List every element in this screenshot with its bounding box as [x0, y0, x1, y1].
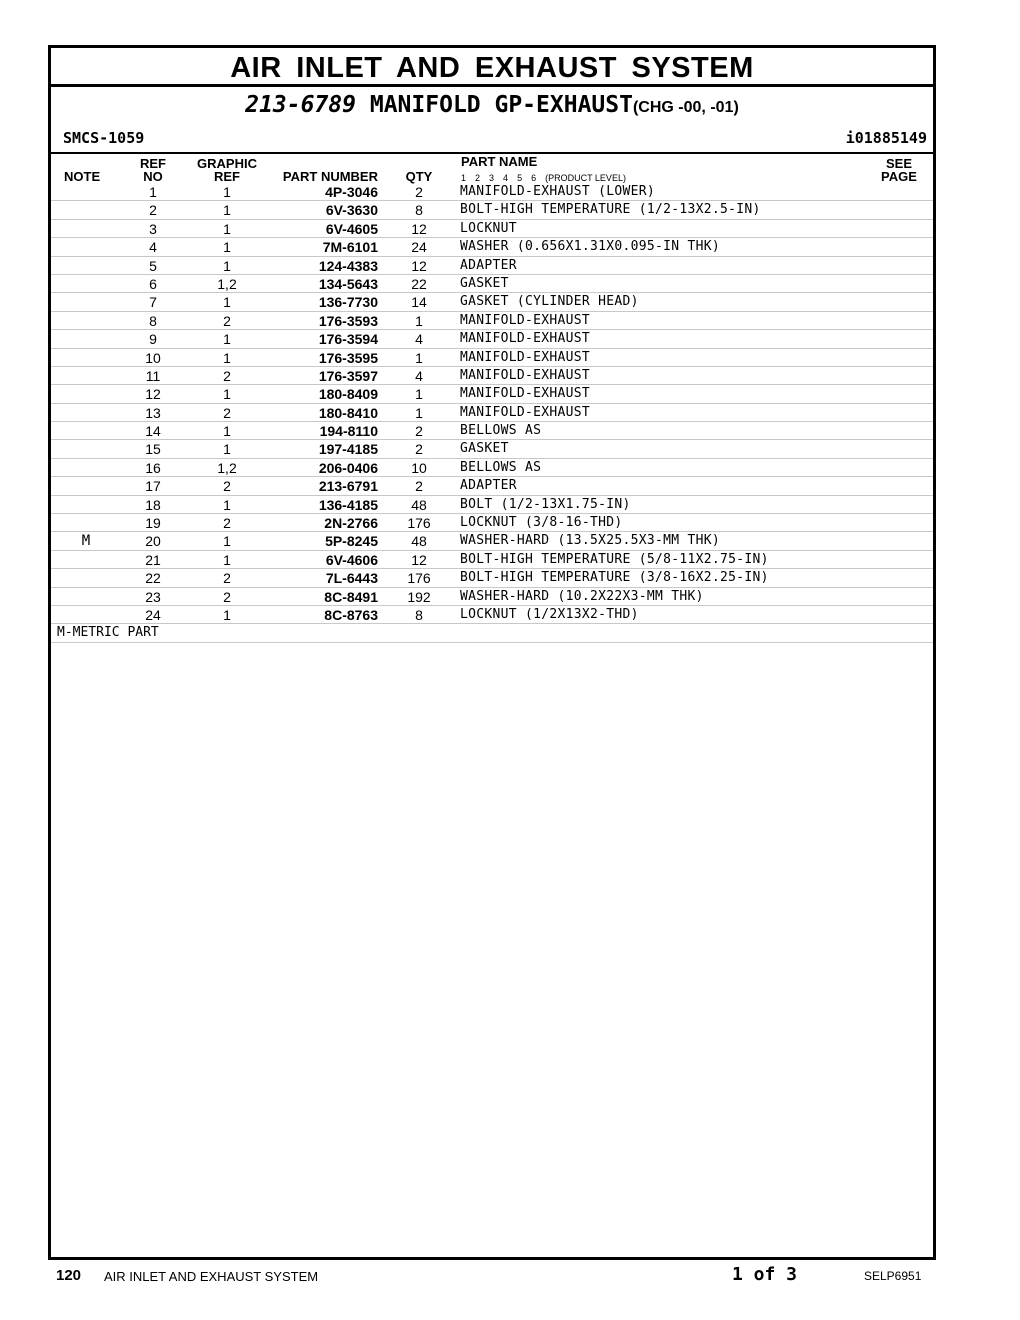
table-row — [51, 440, 933, 458]
graphic-ref-cell: 1 — [223, 220, 231, 237]
illustration-id: i01885149 — [845, 129, 927, 147]
group-description: MANIFOLD GP-EXHAUST — [369, 92, 633, 118]
product-level-5: 5 — [517, 173, 523, 183]
table-row — [51, 606, 933, 624]
parts-table — [51, 183, 933, 643]
graphic-ref-cell: 2 — [223, 588, 231, 605]
part-number-cell: 5P-8245 — [325, 533, 378, 550]
part-name-cell: MANIFOLD-EXHAUST — [460, 404, 591, 420]
part-number-cell: 6V-4605 — [325, 220, 378, 237]
table-row — [51, 330, 933, 348]
table-row — [51, 220, 933, 238]
col-ref-header-bottom: NO — [143, 169, 163, 184]
graphic-ref-cell: 1 — [223, 239, 231, 256]
table-row — [51, 183, 933, 201]
table-row — [51, 349, 933, 367]
qty-cell: 2 — [415, 184, 423, 200]
ref-no-cell: 1 — [149, 184, 157, 200]
qty-cell: 10 — [411, 459, 427, 476]
part-number-cell: 180-8409 — [318, 386, 378, 403]
metric-footnote: M-METRIC PART — [57, 625, 159, 641]
graphic-ref-cell: 1 — [223, 331, 231, 348]
product-level-2: 2 — [475, 173, 481, 183]
graphic-ref-cell: 1 — [223, 496, 231, 513]
qty-cell: 2 — [415, 478, 423, 495]
footer-document-id: SELP6951 — [864, 1269, 922, 1283]
part-name-cell: BELLOWS AS — [460, 459, 542, 475]
table-row — [51, 459, 933, 477]
graphic-ref-cell: 1 — [223, 349, 231, 366]
graphic-ref-cell: 2 — [223, 312, 231, 329]
ref-no-cell: 12 — [145, 386, 161, 403]
graphic-ref-cell: 1 — [223, 257, 231, 274]
table-row — [51, 551, 933, 569]
part-name-cell: BOLT-HIGH TEMPERATURE (1/2-13X2.5-IN) — [460, 202, 761, 218]
qty-cell: 176 — [407, 570, 431, 587]
ref-no-cell: 3 — [149, 220, 157, 237]
table-row — [51, 257, 933, 275]
part-number-cell: 180-8410 — [318, 404, 378, 421]
change-level: (CHG -00, -01) — [632, 99, 739, 116]
qty-cell: 1 — [415, 386, 423, 403]
col-ref-header-top: REF — [140, 156, 166, 171]
smcs-code: SMCS-1059 — [63, 129, 145, 147]
part-name-cell: BELLOWS AS — [460, 423, 542, 439]
ref-no-cell: 22 — [145, 570, 161, 587]
part-number-cell: 206-0406 — [318, 459, 378, 476]
graphic-ref-cell: 1 — [223, 423, 231, 440]
graphic-ref-cell: 1 — [223, 184, 231, 200]
col-see-header-bottom: PAGE — [881, 169, 917, 184]
ref-no-cell: 7 — [149, 294, 157, 311]
part-number-cell: 6V-4606 — [325, 551, 378, 568]
ref-no-cell: 10 — [145, 349, 161, 366]
product-level-3: 3 — [489, 173, 495, 183]
part-number-cell: 134-5643 — [318, 275, 378, 292]
part-number-cell: 213-6791 — [318, 478, 378, 495]
part-number-cell: 176-3595 — [318, 349, 378, 366]
graphic-ref-cell: 2 — [223, 515, 231, 532]
product-level-1: 1 — [461, 173, 467, 183]
qty-cell: 24 — [411, 239, 427, 256]
qty-cell: 12 — [411, 257, 427, 274]
part-number-cell: 194-8110 — [319, 423, 378, 440]
qty-cell: 12 — [411, 551, 427, 568]
part-name-cell: ADAPTER — [460, 257, 517, 273]
footnote-row — [51, 624, 933, 642]
part-number-cell: 176-3594 — [318, 331, 378, 348]
qty-cell: 8 — [415, 606, 423, 623]
table-row — [51, 588, 933, 606]
graphic-ref-cell: 1 — [223, 294, 231, 311]
footer-page-count: 1 of 3 — [732, 1264, 798, 1285]
col-graphic-header-bottom: REF — [214, 169, 240, 184]
part-number-cell: 176-3597 — [318, 367, 378, 384]
graphic-ref-cell: 1,2 — [217, 459, 237, 476]
product-level-scale — [461, 173, 635, 183]
part-name-cell: BOLT-HIGH TEMPERATURE (3/8-16X2.25-IN) — [460, 570, 769, 586]
table-row — [51, 238, 933, 256]
qty-cell: 48 — [411, 496, 427, 513]
parts-page-frame — [48, 45, 936, 1260]
table-row — [51, 404, 933, 422]
product-level-6: 6 — [531, 173, 537, 183]
product-level-4: 4 — [503, 173, 509, 183]
col-graphic-header-top: GRAPHIC — [197, 156, 257, 171]
ref-no-cell: 20 — [145, 533, 161, 550]
table-row — [51, 293, 933, 311]
part-number-cell: 7M-6101 — [322, 239, 378, 256]
ref-no-cell: 14 — [145, 423, 161, 440]
qty-cell: 1 — [415, 349, 423, 366]
graphic-ref-cell: 2 — [223, 367, 231, 384]
part-number-cell: 176-3593 — [318, 312, 378, 329]
part-name-cell: MANIFOLD-EXHAUST — [460, 312, 591, 328]
part-name-cell: MANIFOLD-EXHAUST (LOWER) — [460, 184, 656, 199]
part-number-cell: 124-4383 — [318, 257, 378, 274]
ref-no-cell: 16 — [145, 459, 161, 476]
graphic-ref-cell: 2 — [223, 478, 231, 495]
col-part-number-header: PART NUMBER — [282, 169, 378, 184]
ref-no-cell: 5 — [149, 257, 157, 274]
part-number-cell: 6V-3630 — [325, 202, 378, 219]
group-part-number: 213-6789 — [245, 92, 356, 118]
ref-no-cell: 9 — [149, 331, 157, 348]
qty-cell: 1 — [415, 404, 423, 421]
qty-cell: 22 — [411, 275, 427, 292]
part-number-cell: 8C-8763 — [324, 606, 378, 623]
qty-cell: 2 — [415, 423, 423, 440]
qty-cell: 4 — [415, 367, 423, 384]
part-number-cell: 197-4185 — [318, 441, 378, 458]
col-qty-header: QTY — [405, 169, 433, 184]
part-name-cell: MANIFOLD-EXHAUST — [460, 331, 591, 347]
product-level-label: (PRODUCT LEVEL) — [545, 173, 626, 183]
graphic-ref-cell: 1,2 — [217, 275, 237, 292]
note-cell: M — [81, 533, 91, 550]
qty-cell: 176 — [407, 515, 431, 532]
table-row — [51, 514, 933, 532]
part-name-cell: BOLT (1/2-13X1.75-IN) — [460, 496, 631, 512]
part-name-cell: BOLT-HIGH TEMPERATURE (5/8-11X2.75-IN) — [460, 551, 769, 567]
part-name-cell: MANIFOLD-EXHAUST — [460, 386, 591, 402]
qty-cell: 8 — [415, 202, 423, 219]
ref-no-cell: 13 — [145, 404, 161, 421]
graphic-ref-cell: 1 — [223, 202, 231, 219]
graphic-ref-cell: 1 — [223, 606, 231, 623]
part-number-cell: 7L-6443 — [325, 570, 378, 587]
ref-no-cell: 24 — [145, 606, 161, 623]
part-number-cell: 8C-8491 — [324, 588, 378, 605]
part-name-cell: GASKET — [460, 275, 509, 291]
part-name-cell: MANIFOLD-EXHAUST — [460, 349, 591, 365]
col-see-header-top: SEE — [885, 156, 912, 171]
table-row — [51, 201, 933, 219]
ref-no-cell: 17 — [145, 478, 161, 495]
part-name-cell: WASHER (0.656X1.31X0.095-IN THK) — [460, 239, 721, 255]
col-note-header: NOTE — [64, 169, 101, 184]
qty-cell: 14 — [411, 294, 427, 311]
part-name-cell: GASKET — [460, 441, 509, 457]
part-name-cell: WASHER-HARD (10.2X22X3-MM THK) — [460, 588, 704, 604]
part-number-cell: 2N-2766 — [324, 515, 378, 532]
table-row — [51, 496, 933, 514]
ref-no-cell: 18 — [145, 496, 161, 513]
ref-no-cell: 6 — [149, 275, 157, 292]
qty-cell: 4 — [415, 331, 423, 348]
qty-cell: 192 — [407, 588, 431, 605]
part-name-cell: LOCKNUT — [460, 220, 517, 236]
part-name-cell: MANIFOLD-EXHAUST — [460, 367, 591, 383]
table-row — [51, 385, 933, 403]
ref-no-cell: 11 — [145, 367, 161, 384]
table-row — [51, 275, 933, 293]
ref-no-cell: 8 — [149, 312, 157, 329]
table-row — [51, 422, 933, 440]
graphic-ref-cell: 2 — [223, 570, 231, 587]
table-row — [51, 367, 933, 385]
qty-cell: 2 — [415, 441, 423, 458]
part-name-cell: WASHER-HARD (13.5X25.5X3-MM THK) — [460, 533, 721, 549]
part-name-cell: GASKET (CYLINDER HEAD) — [460, 294, 639, 310]
footer-page-number: 120 — [56, 1267, 82, 1284]
part-number-cell: 136-4185 — [318, 496, 378, 513]
group-heading — [51, 92, 933, 118]
ref-no-cell: 19 — [145, 515, 161, 532]
ref-no-cell: 23 — [145, 588, 161, 605]
qty-cell: 48 — [411, 533, 427, 550]
part-number-cell: 136-7730 — [318, 294, 378, 311]
part-name-cell: ADAPTER — [460, 478, 517, 494]
ref-no-cell: 4 — [149, 239, 157, 256]
footer-section-title: AIR INLET AND EXHAUST SYSTEM — [104, 1269, 319, 1284]
graphic-ref-cell: 1 — [223, 551, 231, 568]
part-name-cell: LOCKNUT (3/8-16-THD) — [460, 515, 623, 531]
table-row — [51, 569, 933, 587]
graphic-ref-cell: 1 — [223, 386, 231, 403]
qty-cell: 1 — [415, 312, 423, 329]
graphic-ref-cell: 1 — [223, 533, 231, 550]
ref-no-cell: 21 — [145, 551, 161, 568]
graphic-ref-cell: 1 — [223, 441, 231, 458]
section-title: AIR INLET AND EXHAUST SYSTEM — [51, 48, 933, 87]
ref-no-cell: 2 — [149, 202, 157, 219]
table-row — [51, 532, 933, 550]
part-name-cell: LOCKNUT (1/2X13X2-THD) — [460, 606, 639, 622]
qty-cell: 12 — [411, 220, 427, 237]
table-row — [51, 477, 933, 495]
graphic-ref-cell: 2 — [223, 404, 231, 421]
col-part-name-header: PART NAME — [461, 154, 538, 169]
ref-no-cell: 15 — [145, 441, 161, 458]
part-number-cell: 4P-3046 — [325, 184, 378, 200]
table-row — [51, 312, 933, 330]
